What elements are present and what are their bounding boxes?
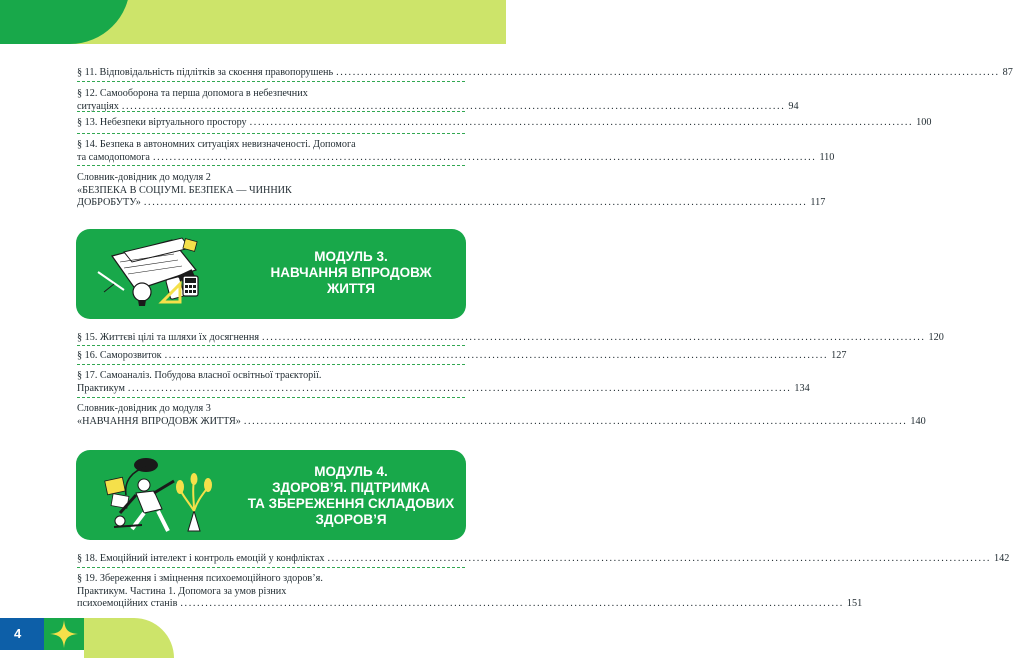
toc-page-number: 120 <box>928 332 944 343</box>
toc-entry-line <box>77 117 932 130</box>
toc-dot-leader: ................................................................................................................................................................ <box>327 553 991 564</box>
toc-entry-text: ситуаціях <box>77 100 119 112</box>
toc-page-number: 134 <box>794 382 810 394</box>
toc-entry[interactable] <box>77 117 932 130</box>
toc-entry-text: Словник-довідник до модуля 3 <box>77 403 211 414</box>
toc-entry-line <box>77 139 465 152</box>
health-illustration-icon <box>84 451 234 539</box>
toc-page-number: 151 <box>846 598 863 609</box>
toc-separator <box>77 133 465 134</box>
toc-entry-text: психоемоційних станів <box>77 598 178 609</box>
toc-entry-line <box>77 332 944 345</box>
toc-entry-text: § 15. Життєві цілі та шляхи їх досягнення <box>77 332 260 343</box>
toc-entry-line <box>77 151 835 165</box>
toc-entry-line <box>77 553 1010 566</box>
toc-separator <box>77 397 465 398</box>
toc-entry-text: та самодопомога <box>77 151 150 163</box>
toc-dot-leader: ................................................................................................................................................................ <box>336 67 1000 78</box>
toc-entry-line <box>77 350 847 363</box>
toc-dot-leader: ................................................................................................................................................................ <box>152 151 817 163</box>
toc-separator <box>77 345 465 346</box>
toc-page-number: 127 <box>831 350 847 361</box>
toc-dot-leader: ................................................................................................................................................................ <box>249 117 914 128</box>
module-3-line1: МОДУЛЬ 3. <box>314 249 388 264</box>
module-4-line4: ЗДОРОВ’Я <box>315 512 387 527</box>
toc-separator <box>77 81 465 82</box>
toc-page-number: 94 <box>788 100 799 112</box>
toc-page-number: 87 <box>1002 67 1013 78</box>
toc-entry-text: § 16. Саморозвиток <box>77 350 162 361</box>
toc-entry[interactable] <box>77 350 847 363</box>
page-number-box <box>0 618 44 650</box>
toc-entry[interactable] <box>77 88 799 113</box>
toc-dot-leader: ................................................................................................................................................................ <box>262 332 926 343</box>
toc-entry-line <box>77 415 926 429</box>
footer-lime-shape <box>84 618 174 658</box>
toc-entry-text: «БЕЗПЕКА В СОЦІУМІ. БЕЗПЕКА — ЧИННИК <box>77 184 292 196</box>
toc-separator <box>77 567 465 568</box>
toc-entry-line <box>77 598 863 611</box>
toc-dot-leader: ................................................................................................................................................................ <box>121 100 786 112</box>
toc-entry-text: § 11. Відповідальність підлітків за скоєння правопорушень <box>77 67 334 78</box>
toc-entry[interactable] <box>77 332 944 345</box>
toc-separator <box>77 165 465 166</box>
toc-entry-line <box>77 67 1013 80</box>
toc-entry[interactable] <box>77 370 810 395</box>
toc-entry-line <box>77 185 465 198</box>
toc-dot-leader: ................................................................................................................................................................ <box>164 350 829 361</box>
module-4-line2: ЗДОРОВ’Я. ПІДТРИМКА <box>272 480 430 495</box>
toc-entry-text: § 17. Самоаналіз. Побудова власної освітньої траєкторії. <box>77 370 322 381</box>
toc-entry-text: § 14. Безпека в автономних ситуаціях невизначеності. Допомога <box>77 139 356 150</box>
toc-entry-text: Практикум. Частина 1. Допомога за умов різних <box>77 585 287 597</box>
module-4-line1: МОДУЛЬ 4. <box>314 464 388 479</box>
toc-entry[interactable] <box>77 139 835 164</box>
toc-entry-text: § 12. Самооборона та перша допомога в небезпечних <box>77 88 308 99</box>
toc-entry-text: § 18. Емоційний інтелект і контроль емоцій у конфліктах <box>77 553 325 564</box>
footer-star-tile <box>44 618 84 650</box>
module-3-line2: НАВЧАННЯ ВПРОДОВЖ <box>270 265 432 280</box>
module-3-title <box>246 249 456 297</box>
toc-entry-text: § 19. Збереження і зміцнення психоемоційного здоров’я. <box>77 573 323 584</box>
toc-entry[interactable] <box>77 553 1010 566</box>
toc-page-number: 110 <box>819 151 835 163</box>
toc-entry-text: «НАВЧАННЯ ВПРОДОВЖ ЖИТТЯ» <box>77 415 241 427</box>
toc-dot-leader: ................................................................................................................................................................ <box>243 415 908 427</box>
toc-entry-line <box>77 88 465 101</box>
toc-entry-line <box>77 172 465 185</box>
toc-page-number: 100 <box>916 117 932 128</box>
toc-entry-line <box>77 573 465 586</box>
page-number: 4 <box>14 626 22 641</box>
toc-page-number: 117 <box>810 197 826 208</box>
toc-dot-leader: ................................................................................................................................................................ <box>127 382 792 394</box>
module-3-banner <box>76 229 466 319</box>
toc-page-number: 142 <box>994 553 1010 564</box>
toc-entry-text: Практикум <box>77 382 125 394</box>
toc-page-number: 140 <box>910 415 926 427</box>
study-illustration-icon <box>84 232 234 318</box>
toc-entry-line <box>77 382 810 396</box>
toc-entry[interactable] <box>77 573 863 611</box>
page-footer <box>0 618 506 650</box>
toc-dot-leader: ................................................................................................................................................................ <box>180 598 844 609</box>
module-4-title <box>246 464 456 528</box>
toc-dot-leader: ................................................................................................................................................................ <box>143 197 808 208</box>
module-4-banner <box>76 450 466 540</box>
toc-separator <box>77 364 465 365</box>
toc-entry-text: § 13. Небезпеки віртуального простору <box>77 117 247 128</box>
star-icon <box>44 618 84 650</box>
toc-entry[interactable] <box>77 172 826 210</box>
toc-entry[interactable] <box>77 67 1013 80</box>
top-decoration <box>0 0 506 44</box>
toc-entry-text: ДОБРОБУТУ» <box>77 197 141 208</box>
module-4-line3: ТА ЗБЕРЕЖЕННЯ СКЛАДОВИХ <box>247 496 455 511</box>
toc-entry-text: Словник-довідник до модуля 2 <box>77 172 211 183</box>
toc-entry-line <box>77 370 465 383</box>
toc-entry-line <box>77 586 465 599</box>
toc-separator <box>77 111 465 112</box>
module-3-line3: ЖИТТЯ <box>327 281 375 296</box>
toc-entry[interactable] <box>77 403 926 428</box>
toc-entry-line <box>77 197 826 210</box>
toc-entry-line <box>77 403 465 416</box>
